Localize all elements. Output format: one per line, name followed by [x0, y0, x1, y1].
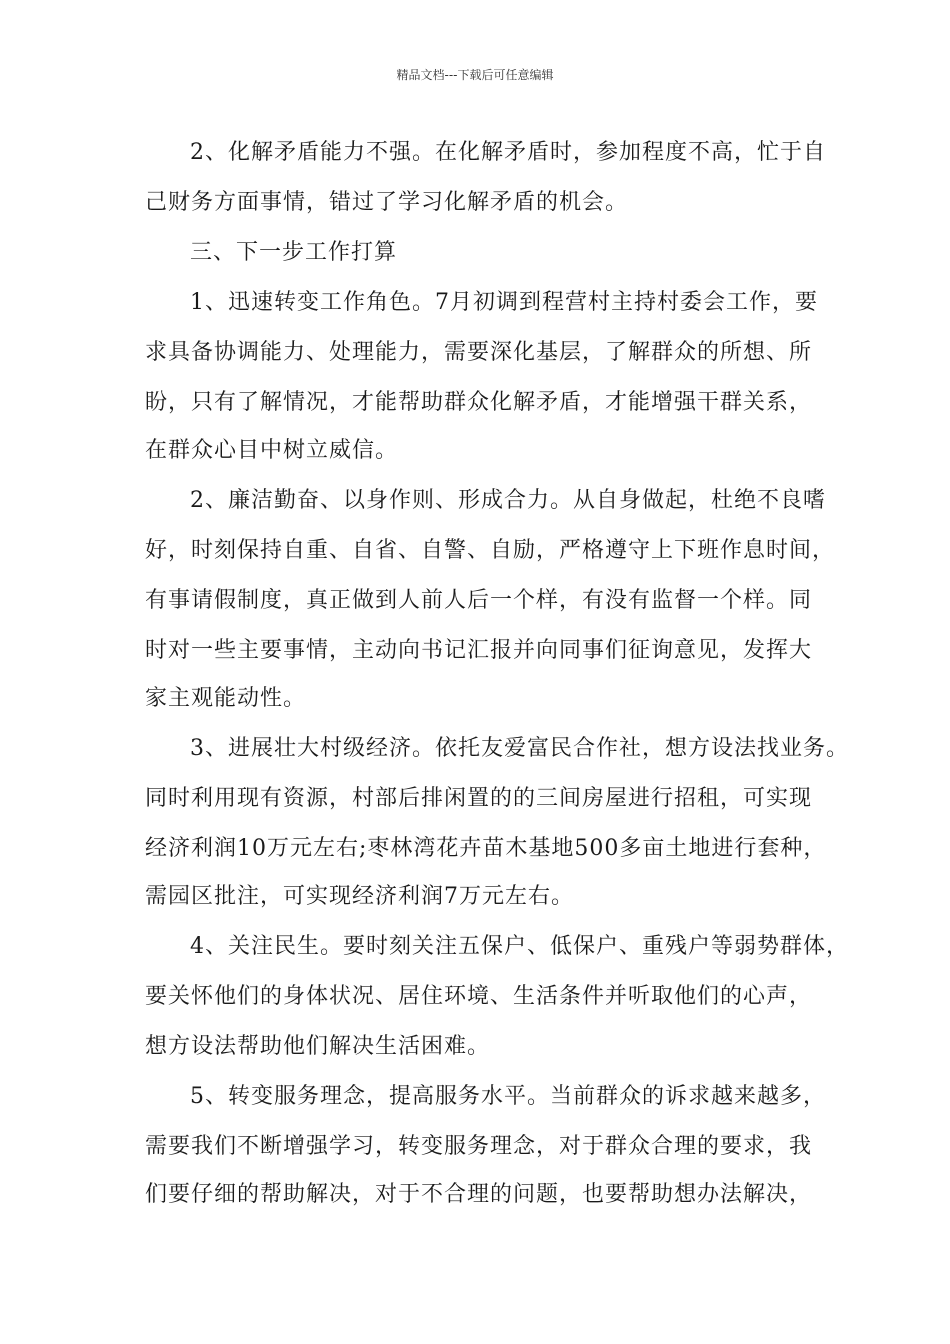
text-line: 同时利用现有资源，村部后排闲置的的三间房屋进行招租，可实现 [145, 786, 813, 811]
page-header: 精品文档---下载后可任意编辑 [396, 68, 554, 82]
text-line: 好，时刻保持自重、自省、自警、自励，严格遵守上下班作息时间， [145, 538, 836, 563]
section-heading: 三、下一步工作打算 [190, 240, 398, 265]
text-line: 4、关注民生。要时刻关注五保户、低保户、重残户等弱势群体， [190, 934, 849, 959]
text-line: 们要仔细的帮助解决，对于不合理的问题，也要帮助想办法解决， [145, 1182, 813, 1207]
text-line: 3、进展壮大村级经济。依托友爱富民合作社，想方设法找业务。 [190, 736, 849, 761]
text-line: 需要我们不断增强学习，转变服务理念，对于群众合理的要求，我 [145, 1134, 813, 1159]
text-line: 有事请假制度，真正做到人前人后一个样，有没有监督一个样。同 [145, 588, 813, 613]
text-line: 需园区批注，可实现经济利润7万元左右。 [145, 884, 574, 909]
text-line: 时对一些主要事情，主动向书记汇报并向同事们征询意见，发挥大 [145, 638, 813, 663]
text-line: 2、廉洁勤奋、以身作则、形成合力。从自身做起，杜绝不良嗜 [190, 488, 826, 513]
text-line: 2、化解矛盾能力不强。在化解矛盾时，参加程度不高，忙于自 [190, 140, 826, 165]
text-line: 1、迅速转变工作角色。7月初调到程营村主持村委会工作，要 [190, 290, 818, 315]
text-line: 经济利润10万元左右;枣林湾花卉苗木基地500多亩土地进行套种， [145, 836, 827, 861]
text-line: 求具备协调能力、处理能力，需要深化基层，了解群众的所想、所 [145, 340, 813, 365]
text-line: 5、转变服务理念，提高服务水平。当前群众的诉求越来越多， [190, 1084, 826, 1109]
text-line: 盼，只有了解情况，才能帮助群众化解矛盾，才能增强干群关系， [145, 390, 813, 415]
text-line: 要关怀他们的身体状况、居住环境、生活条件并听取他们的心声， [145, 984, 813, 1009]
text-line: 己财务方面事情，错过了学习化解矛盾的机会。 [145, 190, 629, 215]
text-line: 在群众心目中树立威信。 [145, 438, 399, 463]
text-line: 家主观能动性。 [145, 686, 307, 711]
text-line: 想方设法帮助他们解决生活困难。 [145, 1034, 491, 1059]
